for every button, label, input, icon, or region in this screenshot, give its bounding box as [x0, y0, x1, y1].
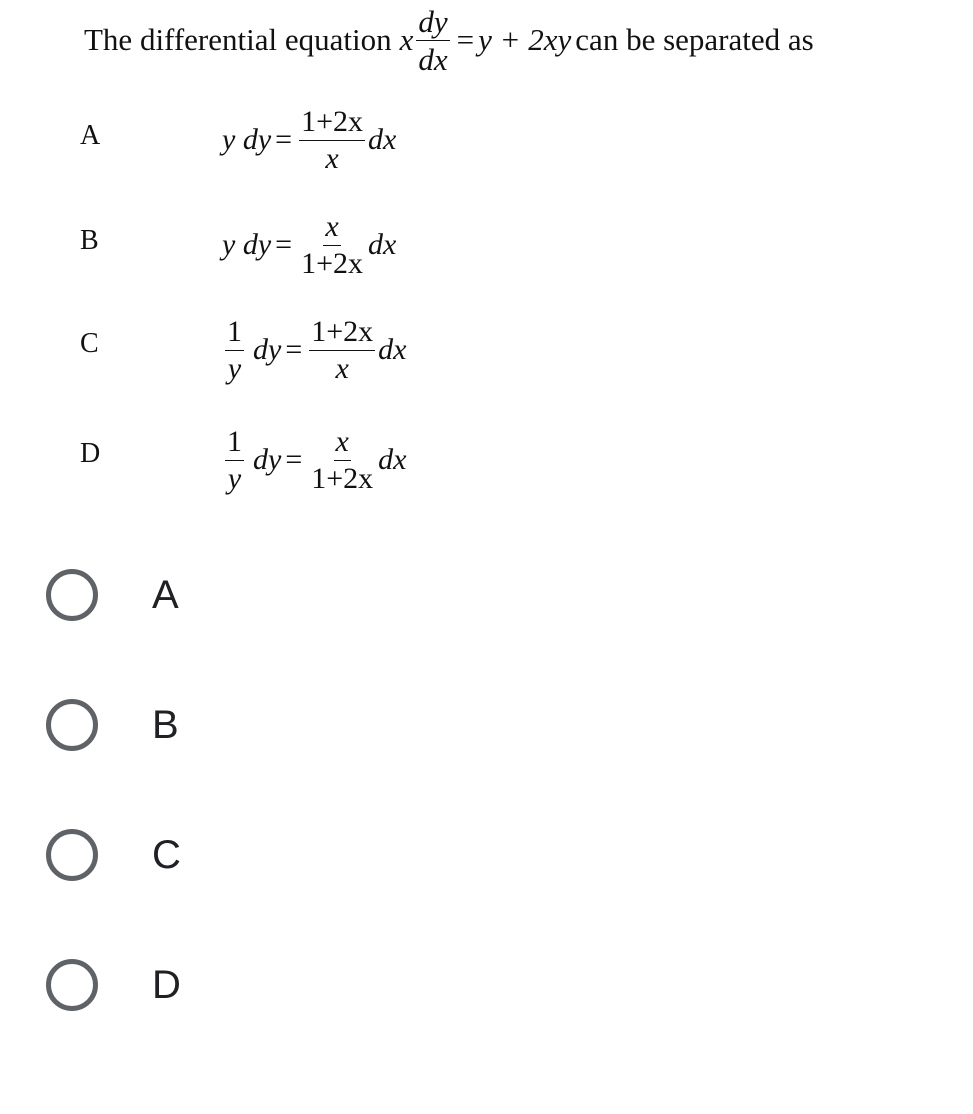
- option-c-equals: =: [285, 333, 303, 366]
- option-expression-c: [222, 305, 407, 395]
- option-b-num: x: [323, 212, 340, 246]
- stem-equation: [399, 3, 572, 77]
- option-d-num: x: [334, 427, 351, 461]
- option-a-den: x: [325, 141, 339, 175]
- option-a-num: 1+2x: [299, 107, 365, 141]
- option-letter-b: B: [80, 225, 99, 256]
- choice-c[interactable]: [46, 822, 181, 888]
- option-a-fraction: [299, 104, 365, 175]
- stem-num: dy: [418, 3, 448, 39]
- choice-label-d: D: [152, 962, 181, 1007]
- radio-unchecked-icon[interactable]: [46, 699, 98, 751]
- question-image: [0, 0, 973, 520]
- option-d-lhs-den: y: [227, 461, 242, 495]
- option-d-den: 1+2x: [311, 461, 374, 495]
- option-c-lhs-fraction: [225, 314, 244, 385]
- stem-derivative-fraction: [416, 3, 449, 77]
- option-d-tail: dx: [378, 443, 407, 476]
- option-c-fraction: [309, 314, 375, 385]
- option-c-lhs-post: dy: [253, 333, 282, 366]
- stem-lhs-var: x: [399, 22, 414, 57]
- option-b-lhs: y dy: [222, 228, 272, 261]
- choice-label-b: B: [152, 702, 179, 747]
- option-a-equals: =: [275, 123, 293, 156]
- radio-unchecked-icon[interactable]: [46, 829, 98, 881]
- stem-suffix: can be separated as: [575, 22, 814, 57]
- option-b-fraction: [299, 209, 365, 280]
- stem-equals: =: [456, 22, 475, 57]
- radio-unchecked-icon[interactable]: [46, 959, 98, 1011]
- option-b-tail: dx: [367, 228, 397, 261]
- choice-a[interactable]: [46, 562, 179, 628]
- option-letter-d: D: [80, 438, 101, 469]
- stem-rhs: y + 2xy: [478, 22, 572, 57]
- choice-b[interactable]: [46, 692, 179, 758]
- option-a-lhs: y dy: [222, 123, 272, 156]
- option-c-lhs-den: y: [227, 351, 242, 385]
- option-d-lhs-fraction: [225, 424, 244, 495]
- option-a-tail: dx: [367, 123, 397, 156]
- option-b-den: 1+2x: [301, 246, 363, 280]
- option-d-lhs-num: 1: [225, 427, 244, 461]
- stem-prefix: The differential equation: [84, 22, 392, 57]
- option-c-lhs-num: 1: [225, 317, 244, 351]
- choice-label-c: C: [152, 832, 181, 877]
- option-letter-c: C: [80, 328, 99, 359]
- radio-unchecked-icon[interactable]: [46, 569, 98, 621]
- choice-label-a: A: [152, 572, 179, 617]
- option-expression-a: [222, 95, 396, 185]
- option-expression-d: [222, 415, 407, 505]
- stem-den: dx: [418, 41, 448, 77]
- option-d-lhs-post: dy: [253, 443, 282, 476]
- option-c-den: x: [335, 351, 349, 385]
- option-d-equals: =: [285, 443, 303, 476]
- option-b-equals: =: [275, 228, 293, 261]
- option-letter-a: A: [80, 120, 101, 151]
- option-expression-b: [222, 200, 396, 290]
- option-c-tail: dx: [378, 333, 407, 366]
- option-c-num: 1+2x: [309, 317, 375, 351]
- question-stem: [84, 0, 814, 80]
- option-d-fraction: [309, 424, 375, 495]
- choice-d[interactable]: [46, 952, 181, 1018]
